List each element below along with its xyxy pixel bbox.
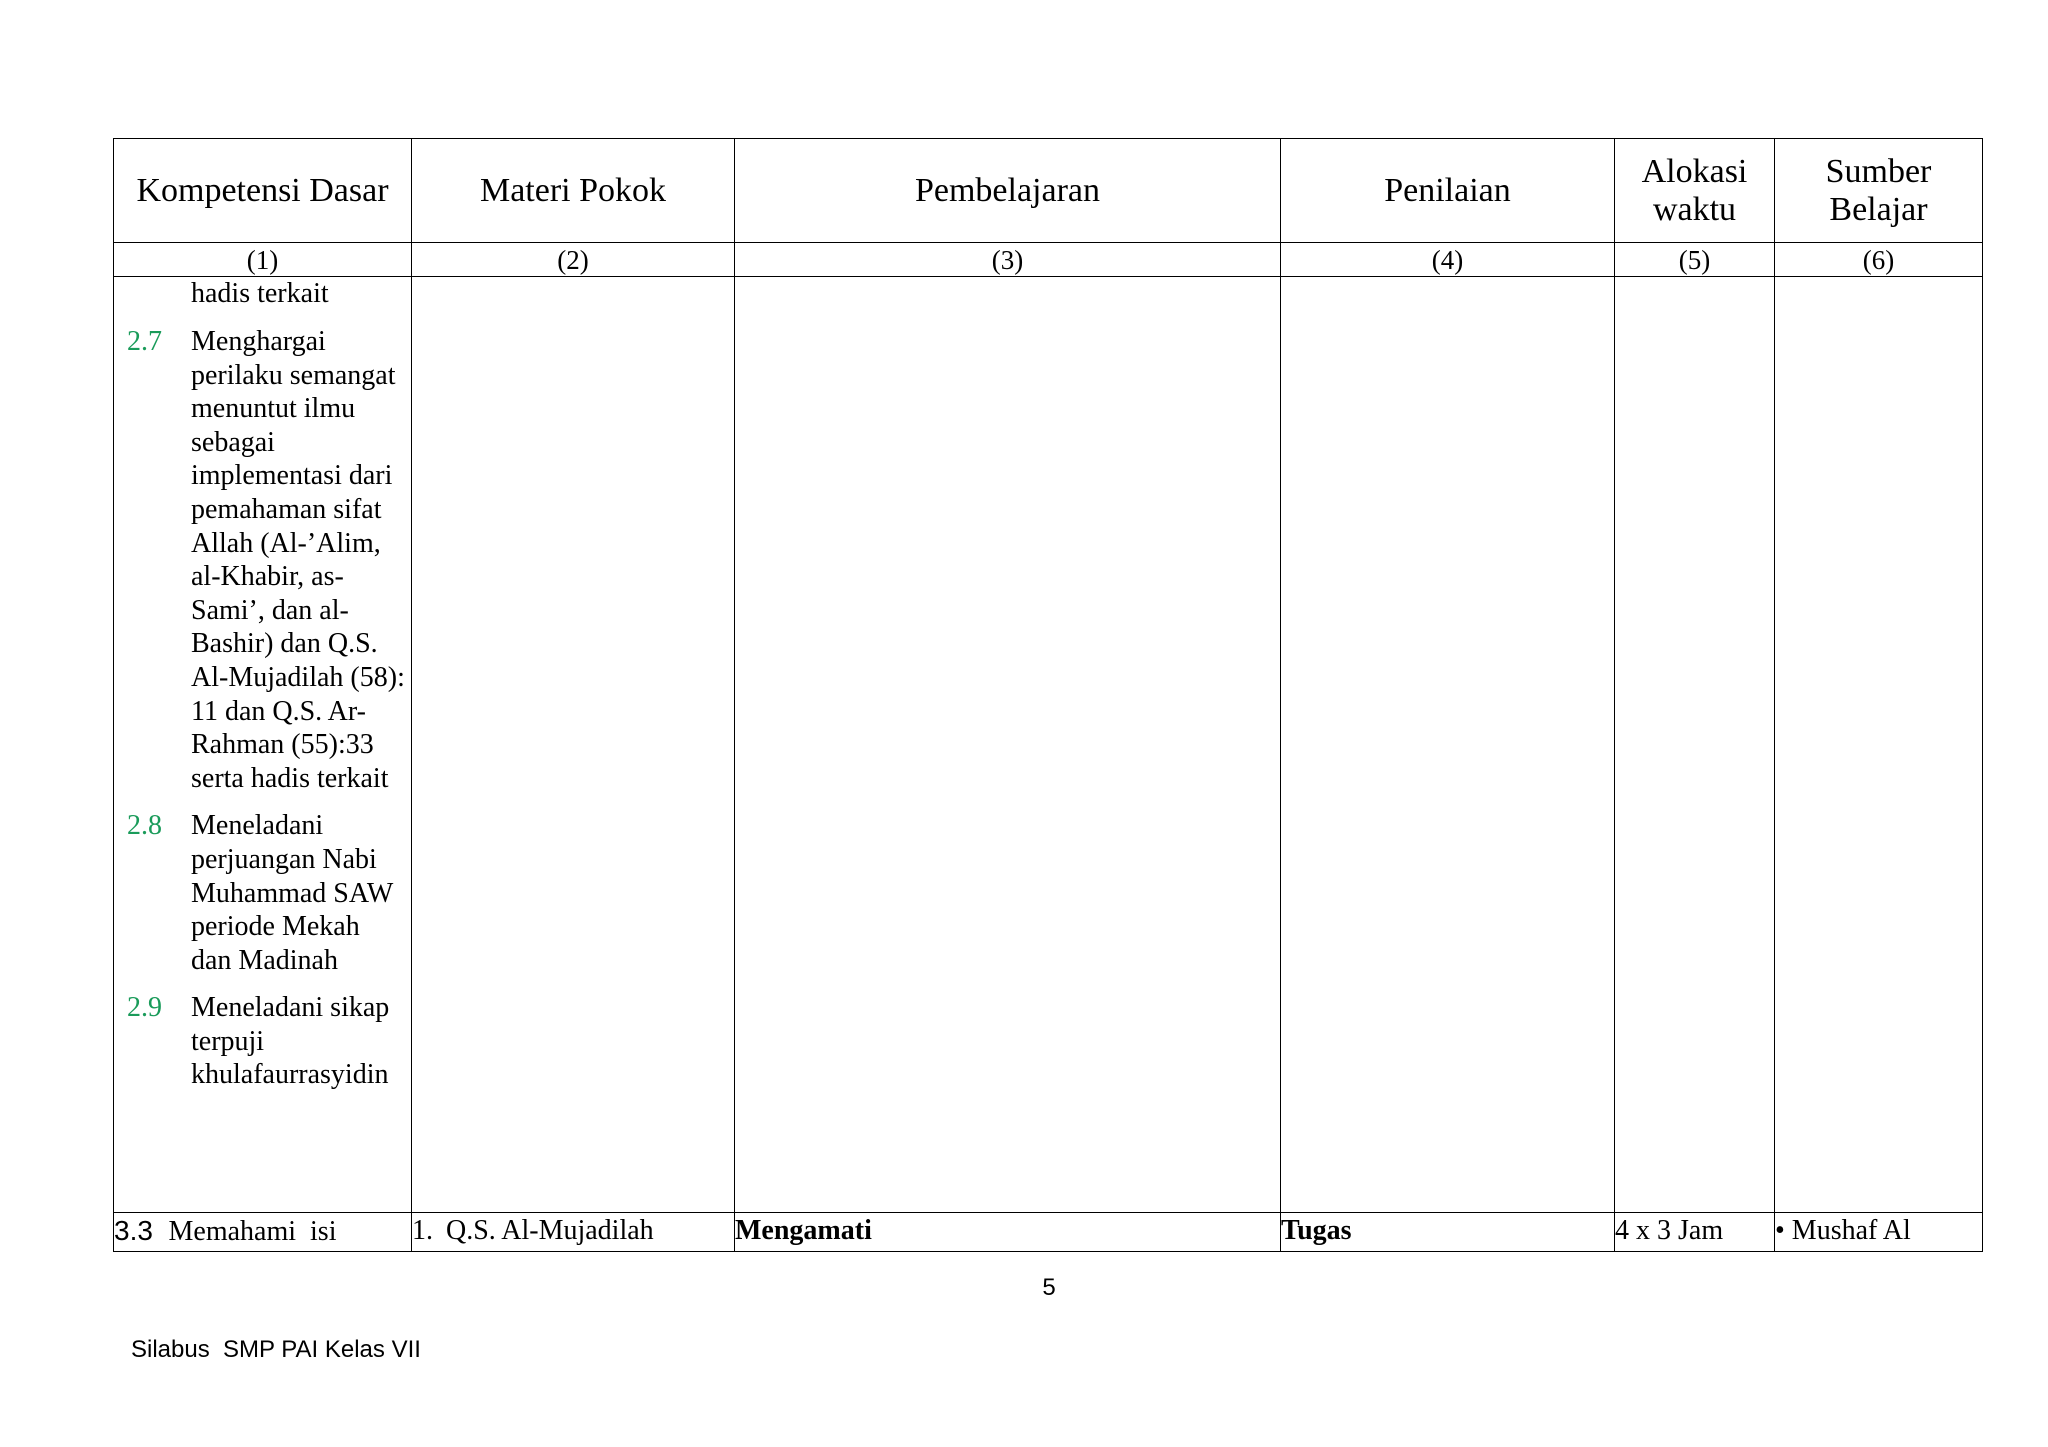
header-alokasi-waktu: Alokasi waktu [1615, 139, 1775, 243]
header-penilaian: Penilaian [1281, 139, 1615, 243]
alokasi-waktu-cell [1615, 277, 1775, 1213]
kd-text: Meneladani sikap terpuji khulafaurrasyidin [191, 992, 390, 1091]
sumber-belajar-cell [1775, 1213, 1983, 1252]
alokasi-waktu-cell [1615, 1213, 1775, 1252]
pembelajaran-cell [735, 277, 1281, 1213]
kd-text: Memahami isi [168, 1216, 337, 1247]
header-pembelajaran: Pembelajaran [735, 139, 1281, 243]
column-number: (5) [1615, 243, 1775, 277]
kd-number: 3.3 [114, 1215, 153, 1246]
column-number-row [114, 243, 1983, 277]
kd-continuation-text: hadis terkait [191, 278, 329, 309]
table-row [114, 277, 1983, 1213]
kompetensi-dasar-cell [114, 1213, 412, 1252]
column-number: (1) [114, 243, 412, 277]
header-kompetensi-dasar: Kompetensi Dasar [114, 139, 412, 243]
kd-item-2-7 [114, 325, 411, 795]
syllabus-table [113, 138, 1983, 1252]
pembelajaran-heading: Mengamati [735, 1215, 872, 1246]
header-row [114, 139, 1983, 243]
table-row [114, 1213, 1983, 1252]
penilaian-cell [1281, 1213, 1615, 1252]
column-number: (2) [412, 243, 735, 277]
kd-number: 2.8 [127, 810, 162, 842]
column-number: (4) [1281, 243, 1615, 277]
penilaian-heading: Tugas [1281, 1215, 1352, 1246]
alokasi-value: 4 x 3 Jam [1615, 1215, 1724, 1246]
kd-number: 2.7 [127, 326, 162, 357]
materi-pokok-cell [412, 1213, 735, 1252]
materi-pokok-cell [412, 277, 735, 1213]
materi-text: Q.S. Al-Mujadilah [446, 1215, 654, 1246]
footer-text: Silabus SMP PAI Kelas VII [131, 1336, 421, 1363]
header-sumber-belajar: Sumber Belajar [1775, 139, 1983, 243]
column-number: (6) [1775, 243, 1983, 277]
column-number: (3) [735, 243, 1281, 277]
page-number: 5 [1042, 1274, 1056, 1301]
pembelajaran-cell [735, 1213, 1281, 1252]
kd-number: 2.9 [127, 992, 162, 1024]
kd-text: Menghargai perilaku semangat menuntut ilmu sebagai implementasi dari pemahaman sifat Allah (Al-’Alim, al-Khabir, as-Sami’, dan al-Bashir) dan Q.S. Al-Mujadilah (58): 11 dan Q.S. Ar-Rahman (55):33 serta hadis terkait [191, 326, 405, 794]
penilaian-cell [1281, 277, 1615, 1213]
sumber-belajar-cell [1775, 277, 1983, 1213]
kd-item-2-9 [114, 991, 411, 1092]
kompetensi-dasar-cell [114, 277, 412, 1213]
materi-number: 1. [412, 1215, 433, 1246]
kd-text: Meneladani perjuangan Nabi Muhammad SAW periode Mekah dan Madinah [191, 810, 393, 976]
header-materi-pokok: Materi Pokok [412, 139, 735, 243]
sumber-item: • Mushaf Al [1775, 1215, 1911, 1246]
kd-item-2-8 [114, 809, 411, 977]
